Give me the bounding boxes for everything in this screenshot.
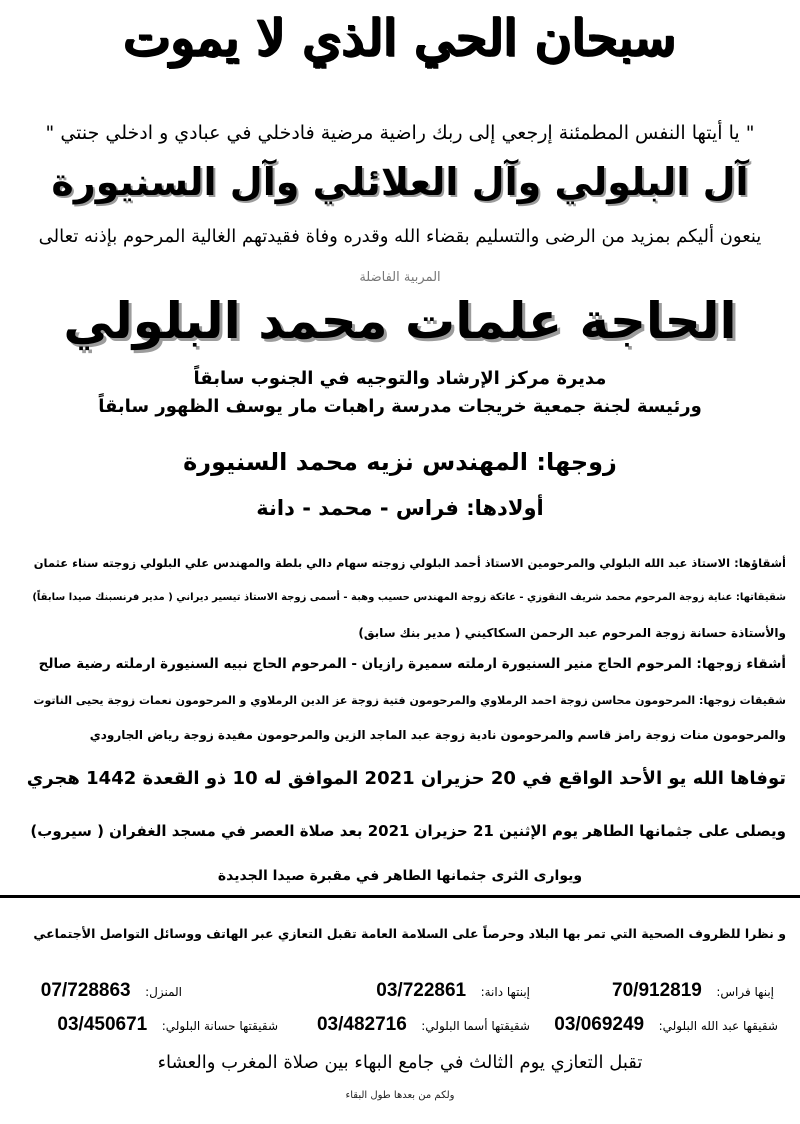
contact-label: شقيقتها حسانة البلولي:: [161, 1019, 278, 1033]
contact-number: 70/912819: [612, 980, 702, 1001]
husband-line: زوجها: المهندس نزيه محمد السنيورة: [183, 448, 617, 476]
families-title: آل البلولي وآل العلائلي وآل السنيورة: [51, 160, 749, 204]
contact-number: 07/728863: [40, 980, 131, 1001]
contact-label: إبنتها دانة:: [480, 985, 530, 999]
relatives-line: شقيقات زوجها: المرحومون محاسن زوجة احمد الرملاوي والمرحومون فتية زوجة عز الدين الرملاوي و المرحومون نعمات زوجة يحيى الناتوت: [33, 694, 786, 707]
children-line: أولادها: فراس - محمد - دانة: [256, 496, 544, 520]
contact-label: شقيقها عبد الله البلولي:: [658, 1019, 778, 1033]
burial-notice: ويوارى الثرى جثمانها الطاهر في مقبرة صيدا الجديدة: [217, 868, 583, 884]
deceased-name: الحاجة علمات محمد البلولي: [63, 292, 737, 350]
condolence-notice: تقبل التعازي يوم الثالث في جامع البهاء بين صلاة المغرب والعشاء: [157, 1052, 643, 1073]
contact-number: 03/722861: [376, 980, 467, 1001]
contact-label: شقيقتها أسما البلولي:: [421, 1019, 530, 1033]
quran-verse: " يا أيتها النفس المطمئنة إرجعي إلى ربك راضية مرضية فادخلي في عبادي و ادخلي جنتي ": [45, 122, 755, 144]
contact-entry: [41, 980, 182, 1002]
prayer-notice: ويصلى على جثمانها الطاهر يوم الإثنين 21 حزيران 2021 بعد صلاة العصر في مسجد الغفران ( سيروب): [30, 822, 786, 840]
contact-label: إبنها فراس:: [716, 985, 774, 999]
relatives-line: شقيقاتها: عناية زوجة المرحوم محمد شريف النقوزي - عاتكة زوجة المهندس حسيب وهبة - أسمى زوجة الاستاذ تيسير ديراني ( مدير فرنسبنك صيدا سابقاً): [32, 592, 786, 603]
contact-number: 03/069249: [554, 1014, 645, 1035]
contact-entry: [317, 1014, 530, 1036]
contact-label: المنزل:: [145, 985, 182, 999]
role-line: ورئيسة لجنة جمعية خريجات مدرسة راهبات مار يوسف الظهور سابقاً: [98, 396, 702, 417]
health-notice: و نظرا للظروف الصحية التي تمر بها البلاد وحرصاً على السلامة العامة تقبل التعازي عبر الهاتف ووسائل التواصل الأجتماعي: [33, 926, 786, 941]
section-divider: [0, 895, 800, 898]
relatives-line: والمرحومون منات زوجة رامز قاسم والمرحومون نادية زوجة عبد الماجد الزين والمرحومون مفيدة زوجة رياض الجارودي: [89, 728, 786, 742]
relatives-line: أشقاؤها: الاستاذ عبد الله البلولي والمرحومين الاستاذ أحمد البلولي زوجته سهام دالي بلطة والمهندس علي البلولي زوجته سناء عثمان: [33, 556, 786, 570]
relatives-line: أشقاء زوجها: المرحوم الحاج منير السنيورة ارملته سميرة رازيان - المرحوم الحاج نبيه السنيورة ارملته رضية صالح: [38, 656, 786, 672]
contact-entry: [612, 980, 774, 1002]
role-line: مديرة مركز الإرشاد والتوجيه في الجنوب سابقاً: [193, 368, 607, 389]
death-notice: توفاها الله يو الأحد الواقع في 20 حزيران 2021 الموافق له 10 ذو القعدة 1442 هجري: [26, 768, 786, 789]
announcement-text: ينعون أليكم بمزيد من الرضى والتسليم بقضاء الله وقدره وفاة فقيدتهم الغالية المرحوم بإذنه تعالى: [38, 226, 762, 247]
honorific-label: المربية الفاضلة: [359, 270, 441, 285]
contact-number: 03/482716: [316, 1014, 407, 1035]
header-calligraphy: سبحان الحي الذي لا يموت: [123, 8, 677, 67]
contact-entry: [376, 980, 530, 1002]
contact-entry: [57, 1014, 278, 1036]
relatives-line: والأستاذة حسانة زوجة المرحوم عبد الرحمن السكاكيني ( مدير بنك سابق): [358, 626, 786, 640]
contact-entry: [554, 1014, 778, 1036]
closing-phrase: ولكم من بعدها طول البقاء: [345, 1090, 455, 1101]
contact-number: 03/450671: [57, 1014, 148, 1035]
